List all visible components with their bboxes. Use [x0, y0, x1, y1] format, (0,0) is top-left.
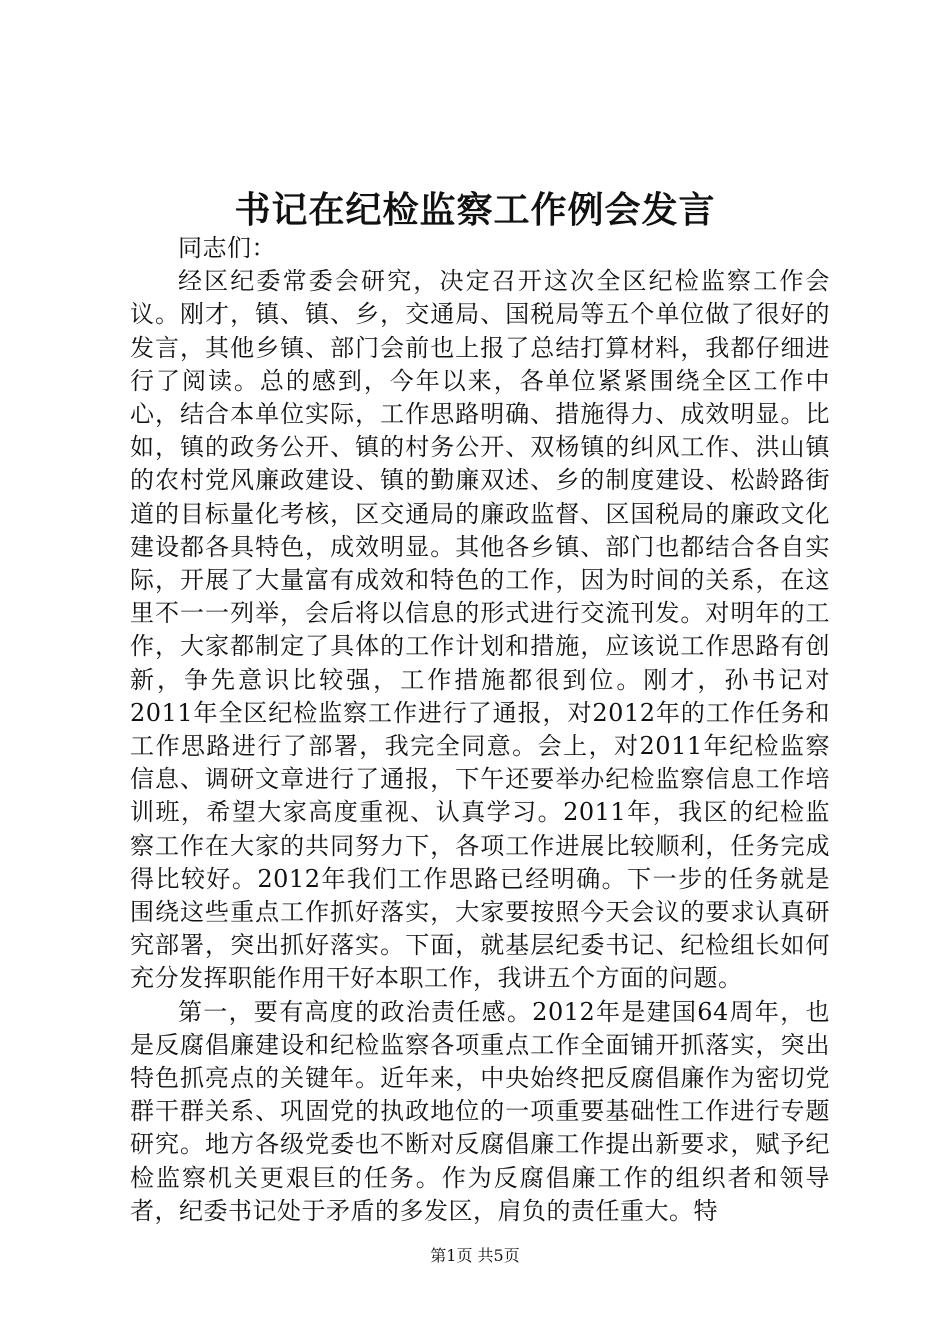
document-body [130, 232, 830, 1228]
page-footer: 第1页 共5页 [430, 1246, 520, 1265]
salutation: 同志们： [178, 234, 276, 262]
document-title: 书记在纪检监察工作例会发言 [234, 189, 716, 231]
paragraph-2: 第一，要有高度的政治责任感。2012年是建国64周年，也是反腐倡廉建设和纪检监察各项重点工作全面铺开抓落实，突出特色抓亮点的关键年。近年来，中央始终把反腐倡廉作为密切党群干群关系、巩固党的执政地位的一项重要基础性工作进行专题研究。地方各级党委也不断对反腐倡廉工作提出新要求，赋予纪检监察机关更艰巨的任务。作为反腐倡廉工作的组织者和领导者，纪委书记处于矛盾的多发区，肩负的责任重大。特 [130, 997, 830, 1225]
paragraph-1: 经区纪委常委会研究，决定召开这次全区纪检监察工作会议。刚才，镇、镇、乡，交通局、国税局等五个单位做了很好的发言，其他乡镇、部门会前也上报了总结打算材料，我都仔细进行了阅读。总的感到，今年以来，各单位紧紧围绕全区工作中心，结合本单位实际，工作思路明确、措施得力、成效明显。比如，镇的政务公开、镇的村务公开、双杨镇的纠风工作、洪山镇的农村党风廉政建设、镇的勤廉双述、乡的制度建设、松龄路街道的目标量化考核，区交通局的廉政监督、区国税局的廉政文化建设都各具特色，成效明显。其他各乡镇、部门也都结合各自实际，开展了大量富有成效和特色的工作，因为时间的关系，在这里不一一列举，会后将以信息的形式进行交流刊发。对明年的工作，大家都制定了具体的工作计划和措施，应该说工作思路有创新，争先意识比较强，工作措施都很到位。刚才，孙书记对2011年全区纪检监察工作进行了通报，对2012年的工作任务和工作思路进行了部署，我完全同意。会上，对2011年纪检监察信息、调研文章进行了通报，下午还要举办纪检监察信息工作培训班，希望大家高度重视、认真学习。2011年，我区的纪检监察工作在大家的共同努力下，各项工作进展比较顺利，任务完成得比较好。2012年我们工作思路已经明确。下一步的任务就是围绕这些重点工作抓好落实，大家要按照今天会议的要求认真研究部署，突出抓好落实。下面，就基层纪委书记、纪检组长如何充分发挥职能作用干好本职工作，我讲五个方面的问题。 [130, 267, 830, 993]
